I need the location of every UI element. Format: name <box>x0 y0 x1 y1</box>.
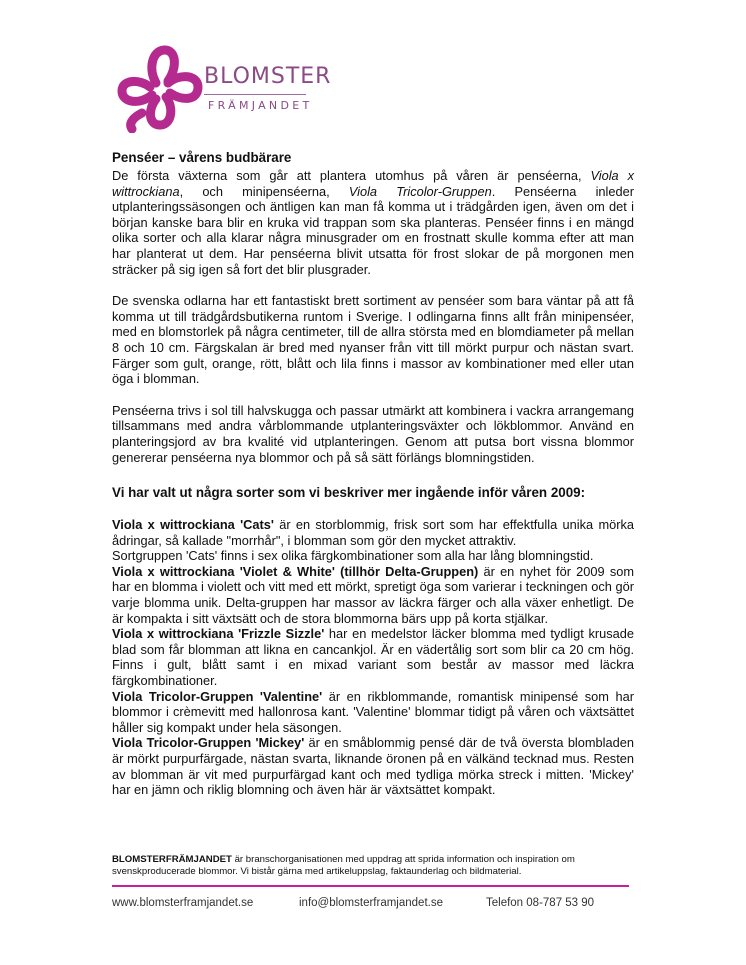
logo-wordmark: BLOMSTER <box>204 64 332 89</box>
flower-logo-icon <box>112 43 204 133</box>
variety-item: Viola Tricolor-Gruppen 'Valentine' är en rikblommande, romantisk minipensé som har blommor i crèmevitt med hallonrosa kant. 'Valentine' blommar tidigt på våren och växtsättet håller sig kompakt under hela säsongen. <box>112 688 634 735</box>
variety-name: Viola Tricolor-Gruppen 'Valentine' <box>112 688 323 704</box>
logo-subtitle: FRÄMJANDET <box>208 99 313 112</box>
variety-item: Viola x wittrockiana 'Frizzle Sizzle' har en medelstor läcker blomma med tydligt krusade blad som får blomman att likna en cancankjol. Är en vädertålig sort som blir ca 20 cm hög. Finns i gult, blått samt i en mixad variant som består av massor med läckra färgkombinationer. <box>112 626 634 689</box>
variety-name: Viola Tricolor-Gruppen 'Mickey' <box>112 735 305 751</box>
variety-name: Viola x wittrockiana 'Violet & White' (tillhör Delta-Gruppen) <box>112 563 479 579</box>
logo <box>112 43 342 133</box>
variety-name: Viola x wittrockiana 'Frizzle Sizzle' <box>112 626 325 642</box>
article-body <box>112 150 634 798</box>
footer-org-name: BLOMSTERFRÄMJANDET <box>112 854 232 865</box>
varieties-heading: Vi har valt ut några sorter som vi beskriver mer ingående inför våren 2009: <box>112 485 586 501</box>
website-link[interactable]: www.blomsterframjandet.se <box>112 897 254 909</box>
latin-name: Viola x wittrockiana <box>112 168 634 199</box>
footer-about <box>112 854 632 879</box>
variety-name: Viola x wittrockiana 'Cats' <box>112 517 274 533</box>
footer-text: BLOMSTERFRÄMJANDET är branschorganisationen med uppdrag att sprida information och inspiration om svenskproducerade blommor. Vi bistår gärna med artikeluppslag, faktaunderlag och bildmaterial. <box>112 854 575 878</box>
contact-line <box>112 897 594 909</box>
email-link[interactable]: info@blomsterframjandet.se <box>299 897 443 909</box>
footer-divider <box>112 885 629 887</box>
variety-note: Sortgruppen 'Cats' finns i sex olika färgkombinationer som alla har lång blomningstid. <box>112 548 594 564</box>
latin-name: Viola Tricolor-Gruppen <box>348 183 492 199</box>
variety-item: Viola x wittrockiana 'Violet & White' (tillhör Delta-Gruppen) är en nyhet för 2009 som har en blomma i violett och vitt med ett mörkt, spretigt öga som varierar i teckningen och gör varje blomma unik. Delta-gruppen har massor av läckra färger och alla växer enhetligt. De är kompakta i sitt växtsätt och de stora blommorna bärs upp på korta stjälkar. <box>112 563 635 626</box>
page-title: Penséer – vårens budbärare <box>112 150 292 165</box>
variety-item: Viola x wittrockiana 'Cats' är en storblommig, frisk sort som har effektfulla unika mörka ådringar, så kallade "morrhår", i blomman som gör den mycket attraktiv. <box>112 517 634 548</box>
phone-number: Telefon 08-787 53 90 <box>486 897 595 909</box>
intro-paragraph-1: De första växterna som går att plantera utomhus på våren är penséerna, Viola x wittrockiana, och minipenséerna, Viola Tricolor-Gruppen. Penséerna inleder utplanteringssäsongen och äntligen kan man få komma ut i trädgården igen, även om det i början kanske bara blir en kruka vid trappan som ska planteras. Penséer finns i en mängd olika sorter och alla klarar några minusgrader om en frostnatt skulle komma efter att man har planterat ut dem. Har penséerna blivit utsatta för frost slokar de på morgonen men sträcker på sig igen så fort det blir plusgrader. <box>112 168 634 277</box>
variety-item: Viola Tricolor-Gruppen 'Mickey' är en småblommig pensé där de två översta blombladen är mörkt purpurfärgade, nästan svarta, liknande öronen på en välkänd tecknad mus. Resten av blomman är vit med purpurfärgad kant och med tydliga mörka streck i mitten. 'Mickey' har en jämn och riklig blomning och även här är växtsättet kompakt. <box>112 735 634 798</box>
intro-paragraph-3: Penséerna trivs i sol till halvskugga och passar utmärkt att kombinera i vackra arrangemang tillsammans med andra vårblommande utplanteringsväxter och lökblommor. Använd en planteringsjord av bra kvalité vid utplanteringen. Genom att putsa bort vissna blommor genererar penséerna nya blommor och på så sätt förlängs blomningstiden. <box>112 402 634 465</box>
intro-paragraph-2: De svenska odlarna har ett fantastiskt brett sortiment av penséer som bara väntar på att få komma ut till trädgårdsbutikerna runtom i Sverige. I odlingarna finns allt från minipenséer, med en blomstorlek på några centimeter, till de allra största med en blomdiameter på mellan 8 och 10 cm. Färgskalan är bred med nyanser från vitt till mörkt purpur och nästan svart. Färger som gult, orange, rött, blått och lila finns i massor av kombinationer med eller utan öga i blomman. <box>112 293 634 387</box>
logo-divider <box>204 94 306 95</box>
